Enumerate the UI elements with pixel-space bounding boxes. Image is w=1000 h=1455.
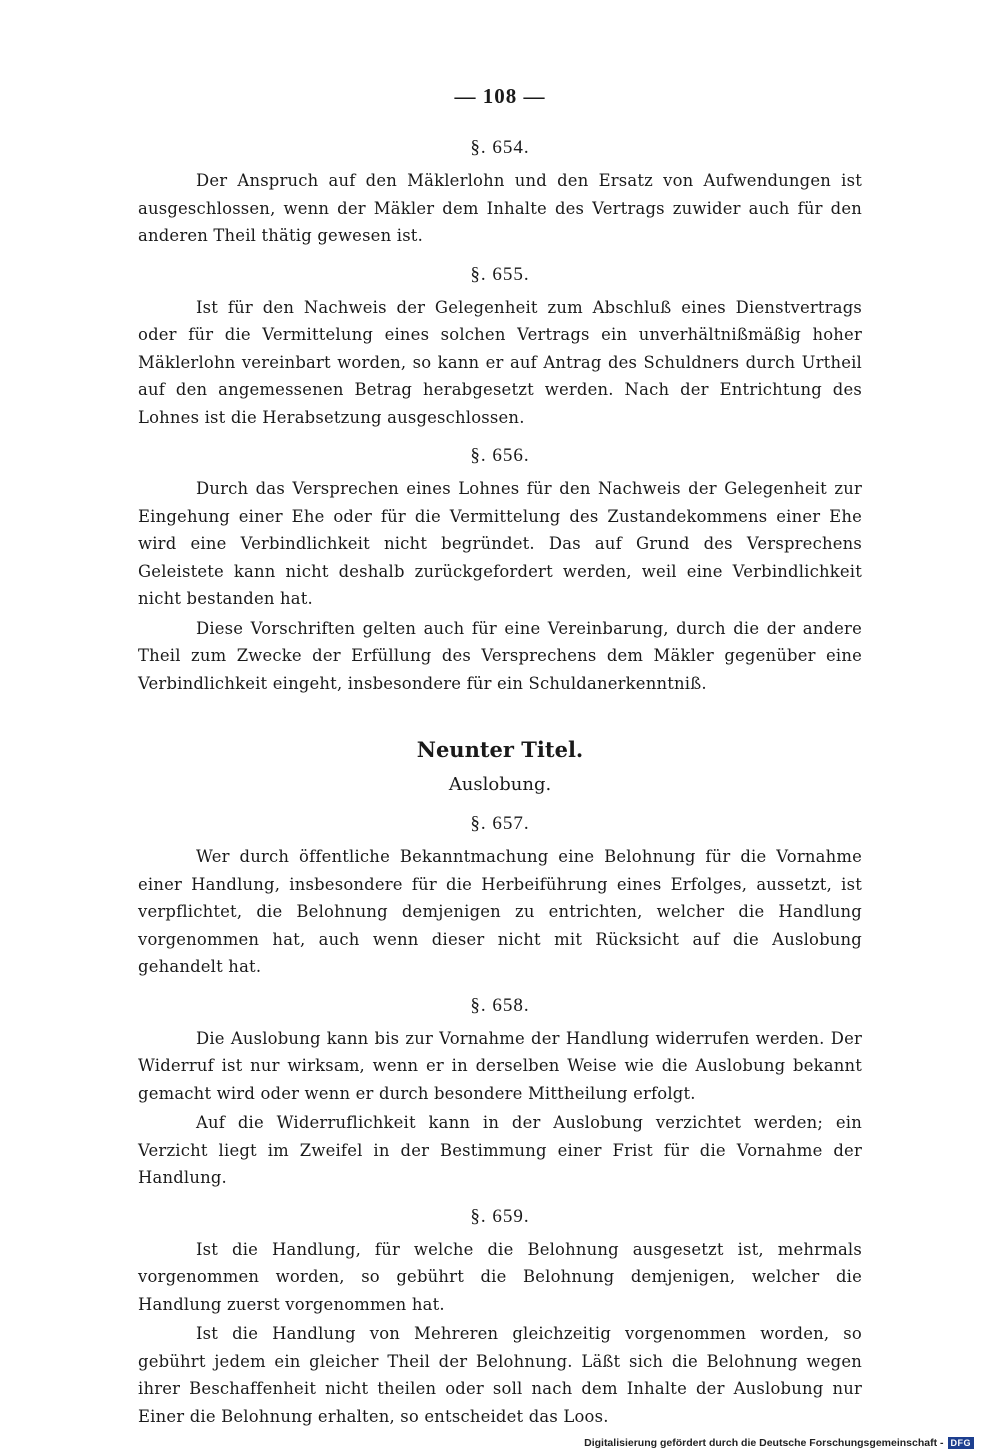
subtitle-heading: Auslobung.	[448, 774, 552, 795]
paragraph: Diese Vorschriften gelten auch für eine Vereinbarung, durch die der andere Theil zum Zwecke der Erfüllung des Versprechens dem Mäkler gegenüber eine Verbindlichkeit eingeht, insbesondere für ein Schuldanerkenntniß.	[138, 618, 862, 693]
section-heading: §. 659.	[470, 1205, 530, 1227]
paragraph: Ist die Handlung von Mehreren gleichzeitig vorgenommen worden, so gebührt jedem ein gleicher Theil der Belohnung. Läßt sich die Belohnung wegen ihrer Beschaffenheit nicht theilen oder soll nach dem Inhalte der Auslobung nur Einer die Belohnung erhalten, so entscheidet das Loos.	[138, 1324, 862, 1426]
page-number: — 108 —	[454, 84, 546, 108]
paragraph: Wer durch öffentliche Bekanntmachung eine Belohnung für die Vornahme einer Handlung, insbesondere für die Herbeiführung eines Erfolges, aussetzt, ist verpflichtet, die Belohnung demjenigen zu entrichten, welcher die Handlung vorgenommen hat, auch wenn dieser nicht mit Rücksicht auf die Auslobung gehandelt hat.	[138, 847, 862, 976]
dfg-logo-icon: DFG	[948, 1437, 975, 1449]
paragraph: Ist für den Nachweis der Gelegenheit zum Abschluß eines Dienstvertrags oder für die Vermittelung eines solchen Vertrags ein unverhältnißmäßig hoher Mäklerlohn vereinbart worden, so kann er auf Antrag des Schuldners durch Urtheil auf den angemessenen Betrag herabgesetzt werden. Nach der Entrichtung des Lohnes ist die Herabsetzung ausgeschlossen.	[138, 297, 862, 427]
paragraph: Ist die Handlung, für welche die Belohnung ausgesetzt ist, mehrmals vorgenommen worden, so gebührt die Belohnung demjenigen, welcher die Handlung zuerst vorgenommen hat.	[138, 1239, 862, 1314]
title-heading: Neunter Titel.	[416, 737, 584, 762]
section-658	[138, 995, 862, 1192]
section-657	[138, 813, 862, 981]
footer-text: Digitalisierung gefördert durch die Deutsche Forschungsgemeinschaft -	[584, 1437, 944, 1449]
section-heading: §. 656.	[470, 445, 530, 466]
paragraph: Auf die Widerruflichkeit kann in der Auslobung verzichtet werden; ein Verzicht liegt im Zweifel in der Bestimmung einer Frist für die Vornahme der Handlung.	[138, 1113, 862, 1187]
paragraph: Der Anspruch auf den Mäklerlohn und den Ersatz von Aufwendungen ist ausgeschlossen, wenn der Mäkler dem Inhalte des Vertrags zuwider auch für den anderen Theil thätig gewesen ist.	[138, 171, 862, 245]
section-heading: §. 657.	[470, 813, 530, 834]
section-654	[138, 137, 862, 250]
section-655	[138, 264, 862, 432]
digitization-footer	[584, 1437, 974, 1449]
paragraph: Durch das Versprechen eines Lohnes für den Nachweis der Gelegenheit zur Eingehung einer Ehe oder für die Vermittelung des Zustandekommens einer Ehe wird eine Verbindlichkeit nicht begründet. Das auf Grund des Versprechens Geleistete kann nicht deshalb zurückgefordert werden, weil eine Verbindlichkeit nicht bestanden hat.	[138, 479, 862, 608]
document-page	[138, 84, 862, 1444]
section-heading: §. 654.	[470, 137, 530, 158]
section-656	[138, 445, 862, 697]
paragraph: Die Auslobung kann bis zur Vornahme der Handlung widerrufen werden. Der Widerruf ist nur wirksam, wenn er in derselben Weise wie die Auslobung bekannt gemacht wird oder wenn er durch besondere Mittheilung erfolgt.	[138, 1028, 862, 1103]
section-659	[138, 1206, 862, 1431]
section-heading: §. 658.	[470, 994, 530, 1016]
section-heading: §. 655.	[470, 263, 530, 285]
